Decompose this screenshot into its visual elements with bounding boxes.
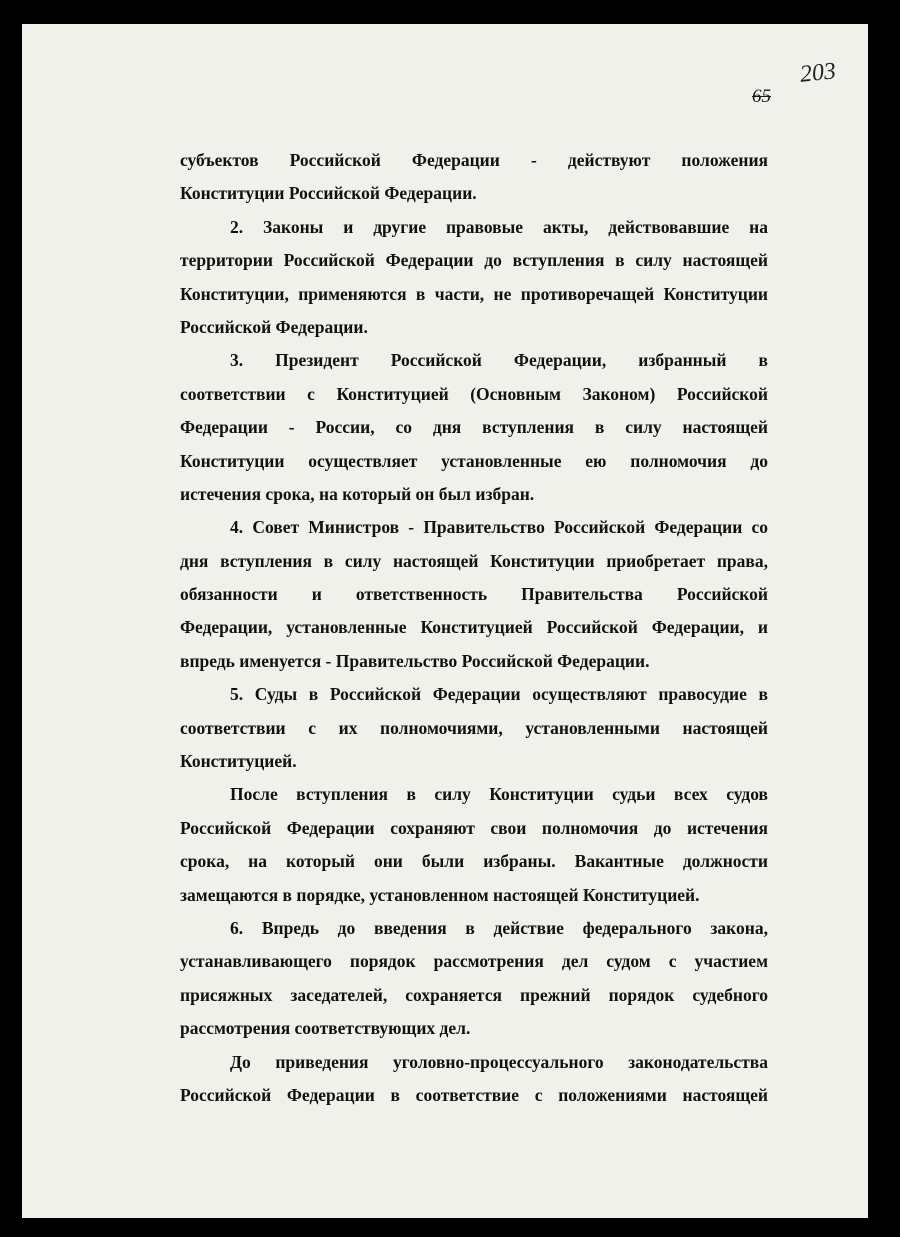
text-line: территории Российской Федерации до вступления в силу настоящей	[180, 250, 768, 271]
text-line: дня вступления в силу настоящей Конституции приобретает права,	[180, 550, 768, 571]
text-line: Федерации - России, со дня вступления в силу настоящей	[180, 417, 768, 438]
text-line: соответствии с Конституцией (Основным Законом) Российской	[180, 383, 768, 404]
text-line: субъектов Российской Федерации - действуют положения	[180, 150, 768, 170]
text-line: До приведения уголовно-процессуального законодательства	[230, 1051, 768, 1072]
text-line: Конституции Российской Федерации.	[180, 183, 477, 204]
text-line: После вступления в силу Конституции судьи всех судов	[230, 784, 768, 805]
text-line: соответствии с их полномочиями, установленными настоящей	[180, 717, 768, 738]
document-page	[22, 24, 868, 1218]
text-line: присяжных заседателей, сохраняется прежний порядок судебного	[180, 984, 768, 1005]
text-line: Российской Федерации.	[180, 316, 368, 337]
text-line: Российской Федерации в соответствие с положениями настоящей	[180, 1084, 768, 1105]
text-line: 2. Законы и другие правовые акты, действовавшие на	[230, 216, 768, 237]
text-line: 6. Впредь до введения в действие федерального закона,	[230, 917, 768, 938]
text-line: 3. Президент Российской Федерации, избранный в	[230, 350, 768, 371]
text-line: 4. Совет Министров - Правительство Российской Федерации со	[230, 517, 768, 538]
text-line: рассмотрения соответствующих дел.	[180, 1018, 471, 1039]
text-line: впредь именуется - Правительство Российской Федерации.	[180, 650, 650, 671]
text-line: Конституции осуществляет установленные ею полномочия до	[180, 450, 768, 471]
text-line: Конституцией.	[180, 751, 297, 772]
text-line: Конституции, применяются в части, не противоречащей Конституции	[180, 283, 768, 304]
archive-page-number: 203	[798, 58, 838, 88]
text-line: обязанности и ответственность Правительства Российской	[180, 584, 768, 605]
text-line: устанавливающего порядок рассмотрения дел судом с участием	[180, 951, 768, 972]
text-line: 5. Суды в Российской Федерации осуществляют правосудие в	[230, 684, 768, 705]
text-line: срока, на который они были избраны. Вакантные должности	[180, 851, 768, 872]
document-body	[180, 144, 768, 1112]
text-line: Российской Федерации сохраняют свои полномочия до истечения	[180, 817, 768, 838]
text-line: замещаются в порядке, установленном настоящей Конституцией.	[180, 884, 700, 905]
page-number: 65	[752, 86, 771, 107]
text-line: истечения срока, на который он был избран.	[180, 483, 535, 504]
text-line: Федерации, установленные Конституцией Российской Федерации, и	[180, 617, 768, 638]
